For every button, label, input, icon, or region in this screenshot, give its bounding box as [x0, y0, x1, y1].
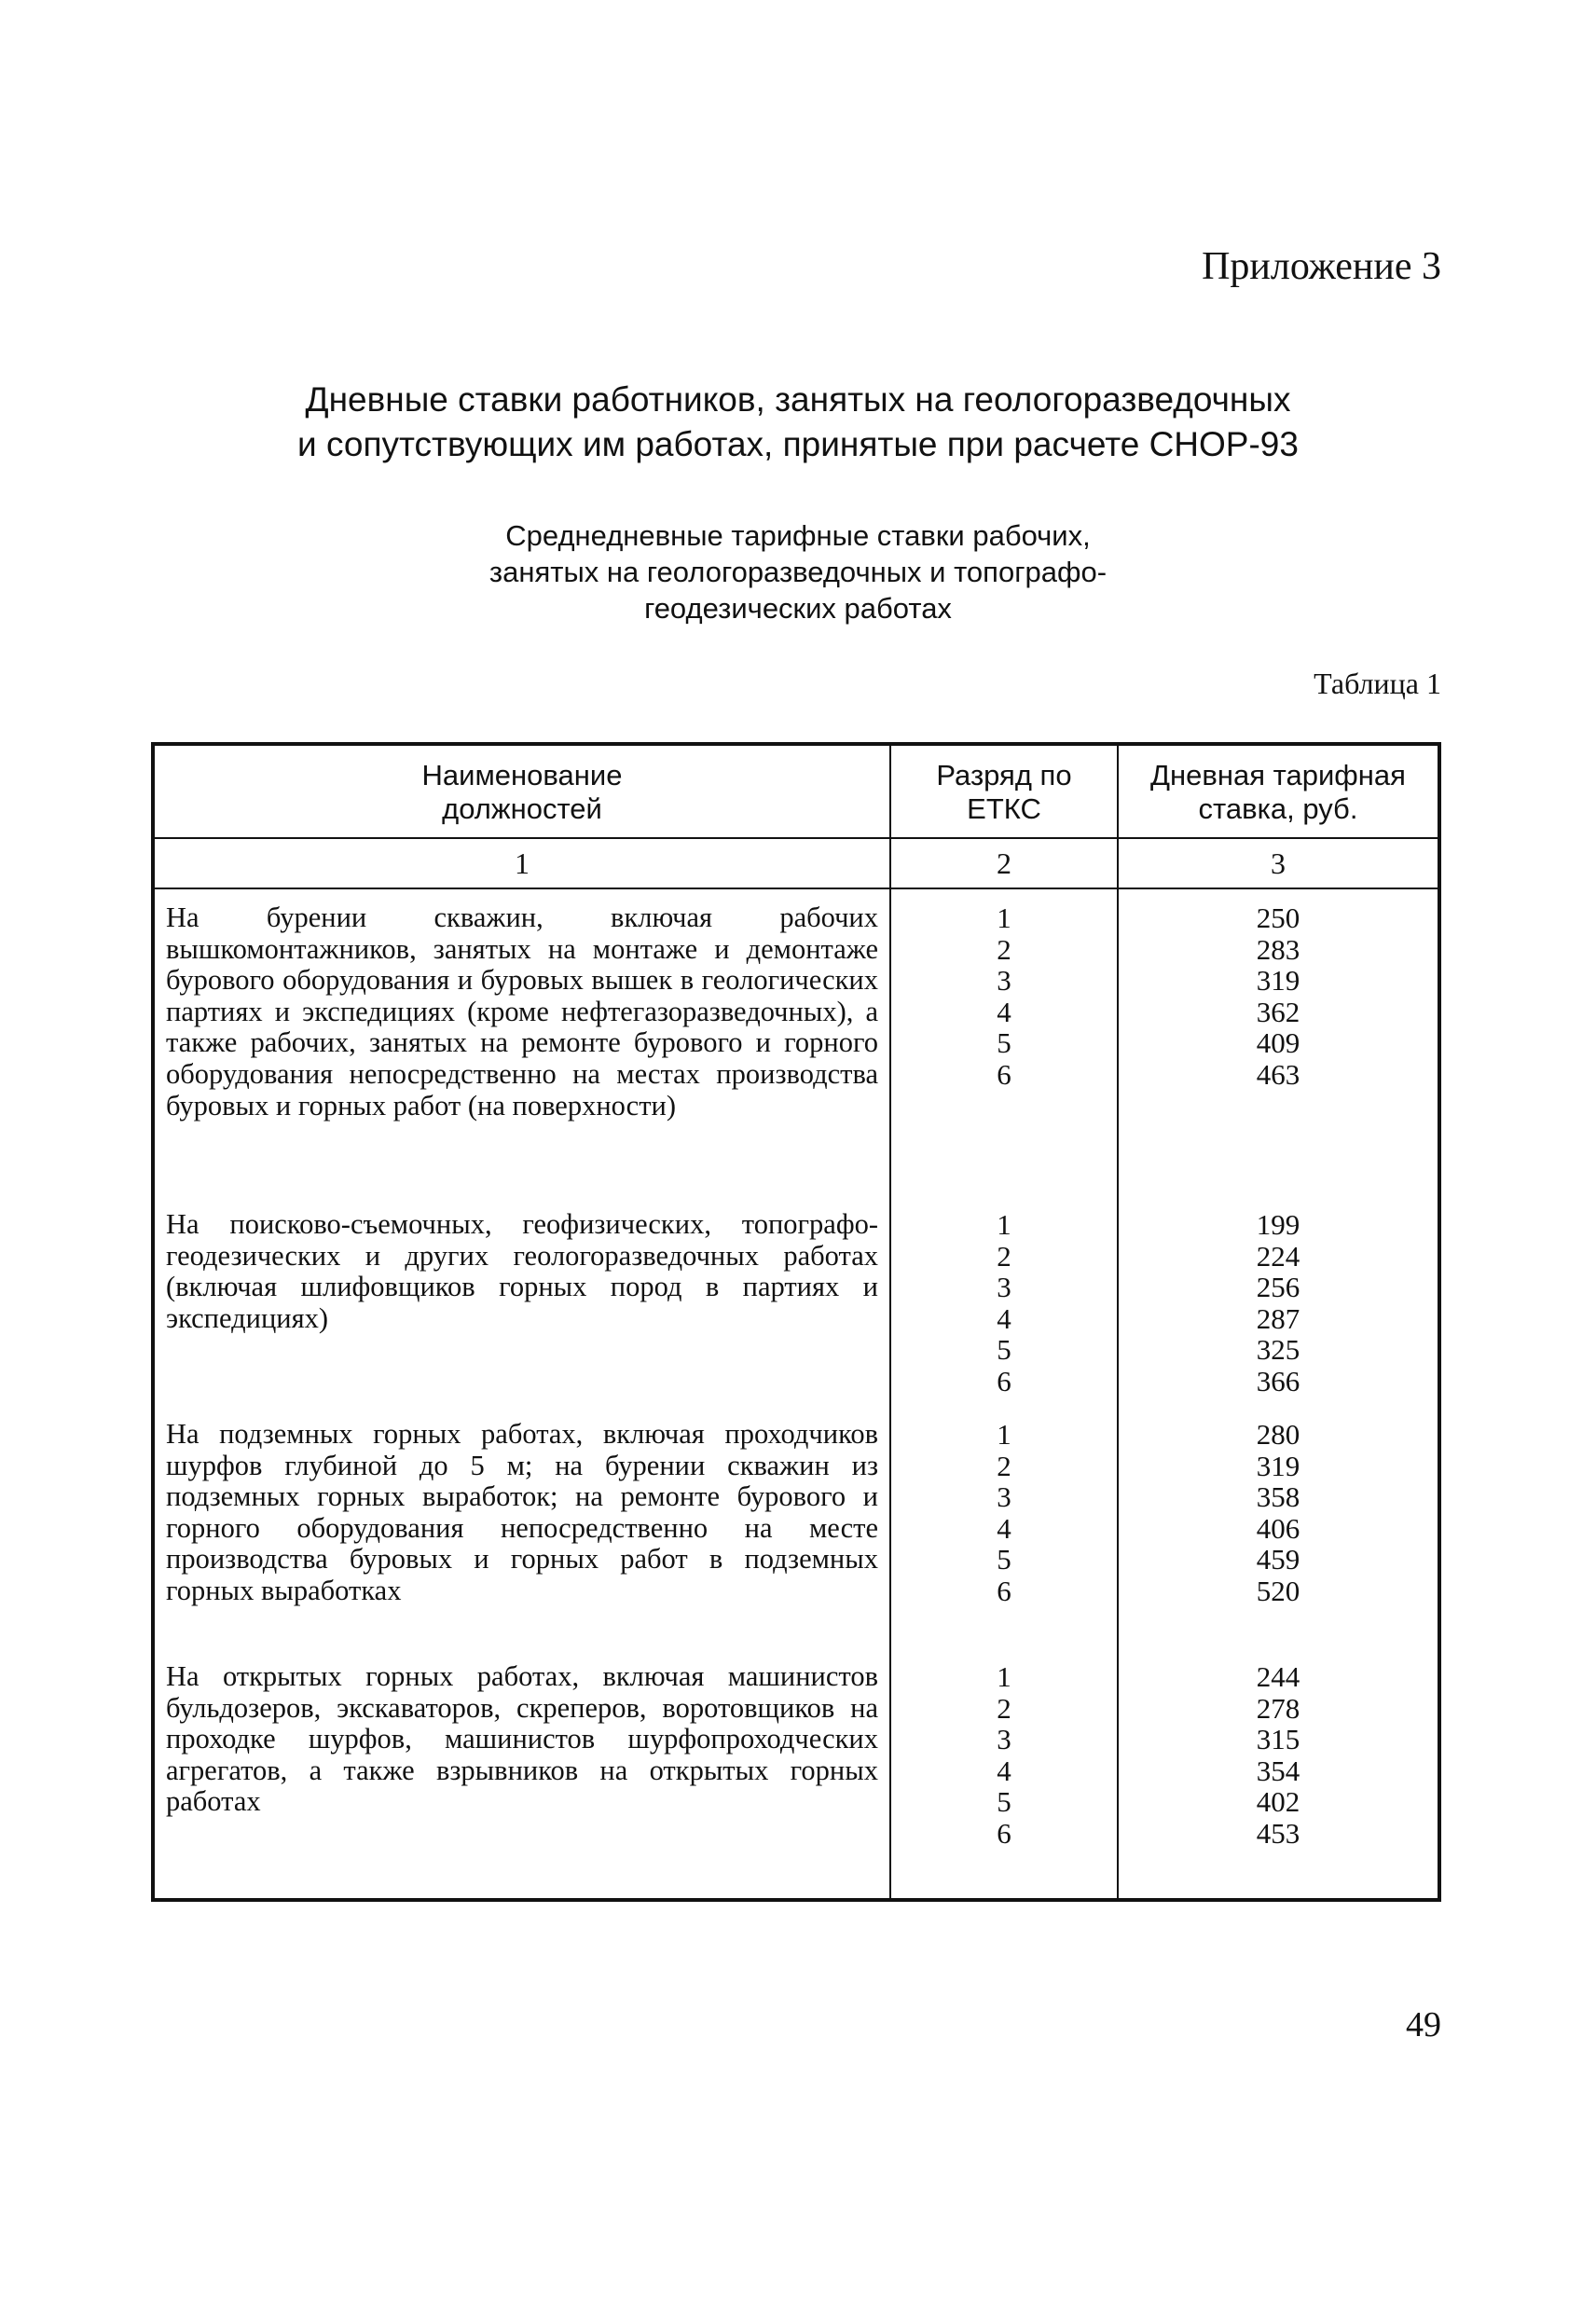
grade-cell: 6	[997, 1574, 1011, 1607]
subtitle-line-1: Среднедневные тарифные ставки рабочих,	[505, 519, 1091, 552]
grade-cell: 2	[997, 1239, 1011, 1273]
subtitle-line-2: занятых на геологоразведочных и топографо-	[488, 556, 1108, 588]
header-grade-line-2: ЕТКС	[967, 792, 1041, 825]
rate-cell: 520	[1256, 1574, 1300, 1607]
header-name-line-1: Наименование	[421, 759, 623, 791]
grade-cell: 5	[997, 1785, 1011, 1819]
grade-cell: 5	[997, 1026, 1011, 1060]
grade-cell: 4	[997, 995, 1011, 1028]
header-name-line-2: должностей	[442, 792, 602, 825]
rate-cell: 315	[1256, 1723, 1300, 1756]
header-rate	[1119, 759, 1438, 826]
subtitle	[0, 517, 1596, 626]
grade-cell: 2	[997, 1449, 1011, 1482]
group-3-description: На подземных горных работах, включая проходчиков шурфов глубиной до 5 м; на бурении скважин из подземных горных выработок; на ремонте бурового и горного оборудования непосредственно на месте производства буровых и горных работ в подземных горных выработках	[166, 1418, 878, 1606]
rate-cell: 224	[1256, 1239, 1300, 1273]
grade-cell: 3	[997, 1271, 1011, 1304]
grade-cell: 1	[997, 901, 1011, 934]
rate-cell: 406	[1256, 1511, 1300, 1545]
group-4-grades	[891, 1661, 1117, 1850]
appendix-label: Приложение 3	[1202, 245, 1441, 288]
page-number: 49	[1406, 2005, 1441, 2044]
grade-cell: 2	[997, 1691, 1011, 1725]
column-number-3: 3	[1271, 846, 1286, 880]
number-row-divider	[155, 888, 1438, 889]
rate-cell: 244	[1256, 1660, 1300, 1693]
group-1-rates	[1119, 902, 1438, 1091]
rate-cell: 366	[1256, 1364, 1300, 1397]
group-2-rates	[1119, 1209, 1438, 1397]
header-name	[155, 759, 889, 826]
group-3-rates	[1119, 1419, 1438, 1607]
rate-cell: 283	[1256, 932, 1300, 966]
rate-cell: 250	[1256, 901, 1300, 934]
page-title	[0, 378, 1596, 467]
rate-cell: 256	[1256, 1271, 1300, 1304]
grade-cell: 5	[997, 1333, 1011, 1367]
header-divider	[155, 837, 1438, 839]
grade-cell: 6	[997, 1816, 1011, 1850]
grade-cell: 3	[997, 964, 1011, 998]
table-label: Таблица 1	[1314, 667, 1441, 700]
rate-cell: 280	[1256, 1418, 1300, 1451]
group-1-grades	[891, 902, 1117, 1091]
grade-cell: 6	[997, 1057, 1011, 1091]
title-line-2: и сопутствующих им работах, принятые при расчете СНОР-93	[297, 425, 1299, 463]
rate-cell: 325	[1256, 1333, 1300, 1367]
rate-cell: 463	[1256, 1057, 1300, 1091]
group-4-rates	[1119, 1661, 1438, 1850]
rates-table	[151, 742, 1441, 1902]
subtitle-line-3: геодезических работах	[644, 592, 952, 625]
header-grade	[891, 759, 1117, 826]
column-number-2: 2	[997, 846, 1011, 880]
group-2-description: На поисково-съемочных, геофизических, топографо-геодезических и других геологоразведочных работах (включая шлифовщиков горных пород в партиях и экспедициях)	[166, 1208, 878, 1334]
rate-cell: 358	[1256, 1480, 1300, 1514]
header-rate-line-2: ставка, руб.	[1198, 792, 1358, 825]
grade-cell: 2	[997, 932, 1011, 966]
header-rate-line-1: Дневная тарифная	[1150, 759, 1406, 791]
grade-cell: 4	[997, 1754, 1011, 1787]
grade-cell: 1	[997, 1418, 1011, 1451]
rate-cell: 319	[1256, 964, 1300, 998]
rate-cell: 278	[1256, 1691, 1300, 1725]
grade-cell: 3	[997, 1723, 1011, 1756]
group-3-grades	[891, 1419, 1117, 1607]
grade-cell: 4	[997, 1301, 1011, 1335]
column-number-1: 1	[515, 846, 530, 880]
rate-cell: 459	[1256, 1543, 1300, 1576]
grade-cell: 1	[997, 1208, 1011, 1241]
group-1-description: На бурении скважин, включая рабочих вышкомонтажников, занятых на монтаже и демонтаже бурового оборудования и буровых вышек в геологических партиях и экспедициях (кроме нефтегазоразведочных), а также рабочих, занятых на ремонте бурового и горного оборудования непосредственно на местах производства буровых и горных работ (на поверхности)	[166, 901, 878, 1122]
grade-cell: 4	[997, 1511, 1011, 1545]
grade-cell: 1	[997, 1660, 1011, 1693]
rate-cell: 199	[1256, 1208, 1300, 1241]
header-grade-line-1: Разряд по	[936, 759, 1072, 791]
rate-cell: 362	[1256, 995, 1300, 1028]
group-2-grades	[891, 1209, 1117, 1397]
grade-cell: 5	[997, 1543, 1011, 1576]
grade-cell: 3	[997, 1480, 1011, 1514]
rate-cell: 453	[1256, 1816, 1300, 1850]
rate-cell: 402	[1256, 1785, 1300, 1819]
group-4-description: На открытых горных работах, включая машинистов бульдозеров, экскаваторов, скреперов, воротовщиков на проходке шурфов, машинистов шурфопроходческих агрегатов, а также взрывников на открытых горных работах	[166, 1660, 878, 1818]
rate-cell: 319	[1256, 1449, 1300, 1482]
rate-cell: 409	[1256, 1026, 1300, 1060]
rate-cell: 354	[1256, 1754, 1300, 1787]
title-line-1: Дневные ставки работников, занятых на геологоразведочных	[305, 380, 1291, 419]
rate-cell: 287	[1256, 1301, 1300, 1335]
grade-cell: 6	[997, 1364, 1011, 1397]
